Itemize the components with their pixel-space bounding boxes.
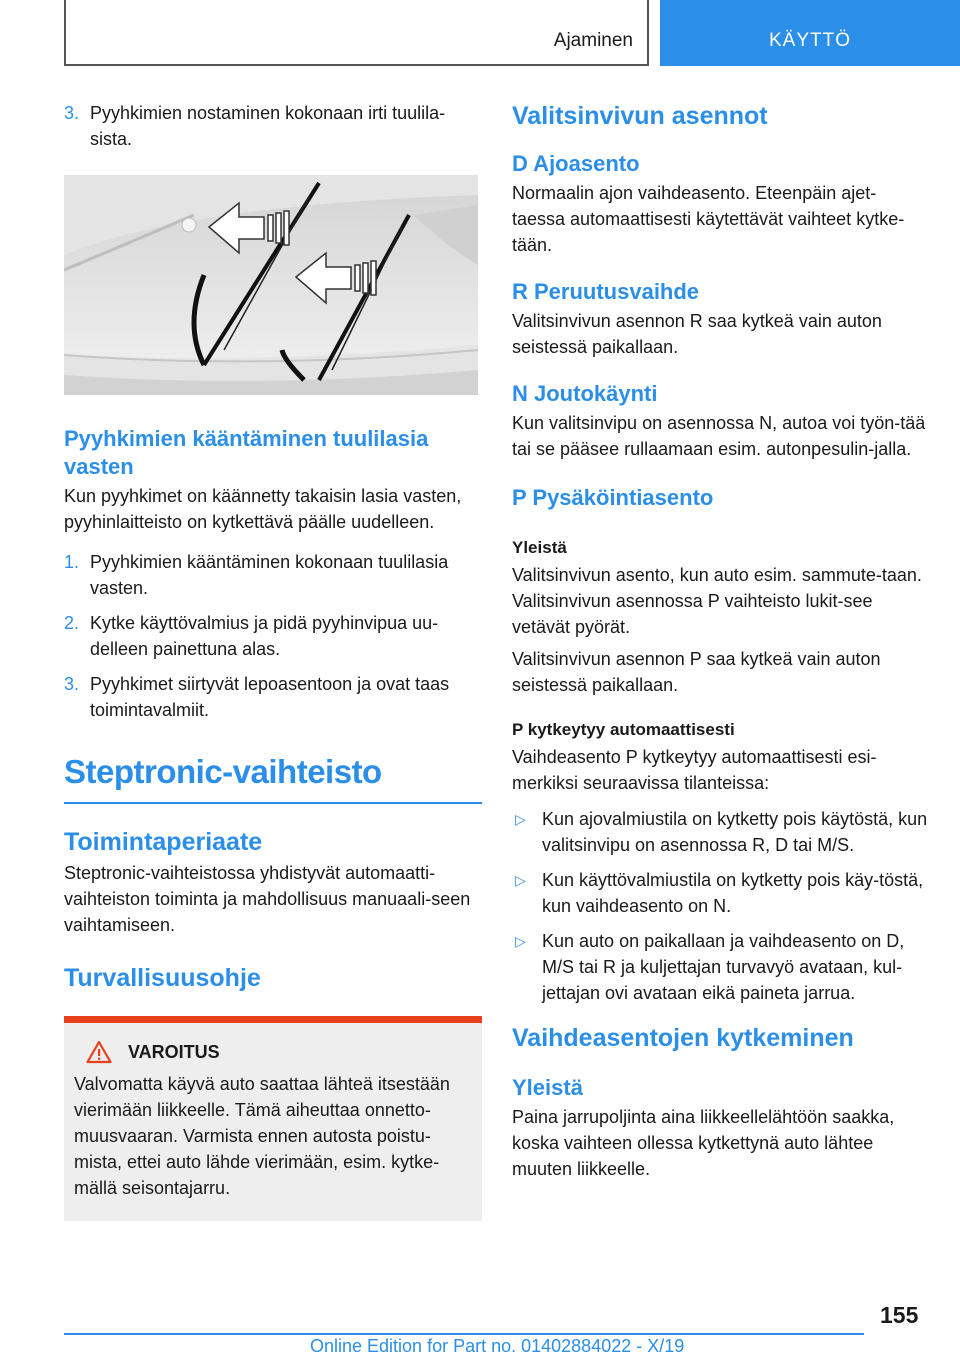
left-column: [64, 100, 482, 1221]
step-text: Kytke käyttövalmius ja pidä pyyhinvipua uu-delleen painettuna alas.: [90, 613, 439, 659]
warning-box: [64, 1016, 482, 1221]
heading-rule: [64, 802, 482, 804]
general-text-1: Valitsinvivun asento, kun auto esim. sammute-taan. Valitsinvivun asennossa P vaihteisto lukit-see vetävät pyörät.: [512, 565, 922, 637]
page-number: 155: [880, 1302, 919, 1328]
wiper-figure: [64, 175, 478, 395]
step-item: [64, 671, 482, 723]
list-item-text: Kun ajovalmiustila on kytketty pois käytöstä, kun valitsinvipu on asennossa R, D tai M/S.: [542, 809, 928, 855]
windshield-wipers-illustration: [64, 175, 478, 395]
bullet-triangle-icon: ▷: [515, 811, 526, 827]
fold-back-steps: [64, 549, 482, 723]
footer-edition: Online Edition for Part no. 01402884022 - X/19: [310, 1336, 685, 1356]
right-column: [512, 100, 928, 1182]
header-chapter-tab: [660, 0, 960, 66]
n-text: Kun valitsinvipu on asennossa N, autoa voi työn-tää tai se pääsee rullaamaan esim. autonpesulin-jalla.: [512, 413, 926, 459]
heading-r: R Peruutusvaihde: [512, 279, 700, 304]
heading-fold-back: Pyyhkimien kääntäminen tuulilasia vasten: [64, 426, 429, 479]
footer-rule: [64, 1333, 864, 1335]
step-text: Pyyhkimien kääntäminen kokonaan tuulilasia vasten.: [90, 552, 449, 598]
warning-triangle-icon: [86, 1040, 112, 1064]
general-text-2: Valitsinvivun asennon P saa kytkeä vain auton seistessä paikallaan.: [512, 649, 881, 695]
shifting-text: Paina jarrupoljinta aina liikkeellelähtöön saakka, koska vaihteen ollessa kytkettynä auto lähtee muuten liikkeelle.: [512, 1107, 895, 1179]
fold-back-text: Kun pyyhkimet on käännetty takaisin lasia vasten, pyyhinlaitteisto on kytkettävä päälle uudelleen.: [64, 486, 462, 532]
heading-general: Yleistä: [512, 538, 567, 557]
heading-steptronic: Steptronic-vaihteisto: [64, 753, 382, 790]
step-number: 2.: [64, 613, 80, 633]
bullet-triangle-icon: ▷: [515, 872, 526, 888]
step-number: 3.: [64, 103, 80, 123]
warning-title: VAROITUS: [128, 1042, 220, 1062]
step-item: [64, 549, 482, 601]
auto-park-text: Vaihdeasento P kytkeytyy automaattisesti esi-merkiksi seuraavissa tilanteissa:: [512, 747, 877, 793]
list-item-text: Kun auto on paikallaan ja vaihdeasento on D, M/S tai R ja kuljettajan turvavyö avataan, kul-jettajan ovi avataan eikä paineta jarrua.: [542, 931, 905, 1003]
list-item: [512, 806, 928, 858]
list-item-text: Kun käyttövalmiustila on kytketty pois käy-töstä, kun vaihdeasento on N.: [542, 870, 924, 916]
step-text: Pyyhkimien nostaminen kokonaan irti tuulila-sista.: [90, 103, 446, 149]
heading-auto-park: P kytkeytyy automaattisesti: [512, 720, 735, 739]
heading-n: N Joutokäynti: [512, 381, 658, 406]
step-number: 1.: [64, 552, 80, 572]
step-item: [64, 100, 482, 152]
header-section-label: Ajaminen: [553, 30, 633, 51]
header-section-tab: [64, 0, 649, 66]
heading-principle: Toimintaperiaate: [64, 828, 263, 856]
step-item: [64, 610, 482, 662]
heading-d: D Ajoasento: [512, 151, 640, 176]
heading-p: P Pysäköintiasento: [512, 485, 714, 510]
d-text: Normaalin ajon vaihdeasento. Eteenpäin ajet-taessa automaattisesti käytettävät vaihteet kytke-tään.: [512, 183, 905, 255]
heading-positions: Valitsinvivun asennot: [512, 102, 768, 130]
principle-text: Steptronic-vaihteistossa yhdistyvät automaatti-vaihteiston toiminta ja mahdollisuus manuaali-seen vaihtamiseen.: [64, 863, 471, 935]
bullet-triangle-icon: ▷: [515, 933, 526, 949]
header-chapter-label: KÄYTTÖ: [768, 30, 851, 51]
page-header: [0, 0, 960, 66]
list-item: [512, 867, 928, 919]
r-text: Valitsinvivun asennon R saa kytkeä vain auton seistessä paikallaan.: [512, 311, 882, 357]
heading-general-2: Yleistä: [512, 1075, 583, 1100]
auto-park-list: [512, 806, 928, 1006]
warning-title-row: [86, 1039, 472, 1065]
list-item: [512, 928, 928, 1006]
step-number: 3.: [64, 674, 80, 694]
heading-shifting: Vaihdeasentojen kytkeminen: [512, 1024, 854, 1052]
step-text: Pyyhkimet siirtyvät lepoasentoon ja ovat taas toimintavalmiit.: [90, 674, 450, 720]
heading-safety: Turvallisuusohje: [64, 964, 261, 992]
warning-text: Valvomatta käyvä auto saattaa lähteä itsestään vierimään liikkeelle. Tämä aiheuttaa onnetto-muusvaaran. Varmista ennen autosta poistu-mista, ettei auto lähde vierimään, esim. kytke-mällä seisontajarru.: [74, 1074, 450, 1198]
